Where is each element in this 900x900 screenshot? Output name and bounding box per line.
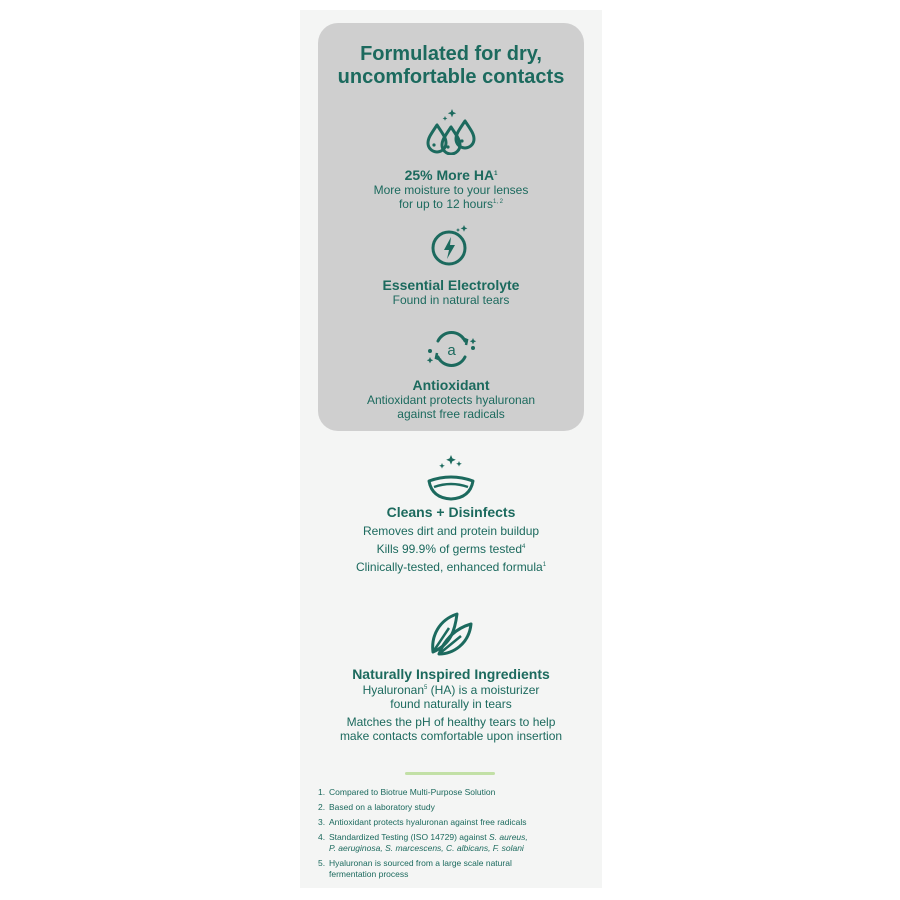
natural-line-3: Matches the pH of healthy tears to help: [346, 715, 556, 729]
natural-line-1: [300, 683, 602, 697]
antioxidant-icon: [424, 329, 478, 369]
footnote-item: [318, 832, 599, 854]
lightning-bolt-icon: [427, 223, 475, 267]
footnote-number: 1.: [318, 787, 326, 797]
footnote-text: Based on a laboratory study: [329, 802, 435, 812]
feature-antioxidant-desc-line-1: Antioxidant protects hyaluronan: [366, 393, 536, 407]
natural-title: Naturally Inspired Ingredients: [352, 666, 550, 682]
footnote-ref: 5: [424, 685, 428, 691]
footnote-text-italic: S. aureus,: [489, 832, 528, 842]
natural-line-4: make contacts comfortable upon insertion: [339, 729, 563, 743]
natural-line-1-b: (HA) is a moisturizer: [427, 683, 540, 697]
feature-antioxidant-desc-line-2: against free radicals: [397, 407, 505, 421]
footnote-number: 5.: [318, 858, 326, 868]
cleans-title: Cleans + Disinfects: [386, 504, 516, 520]
product-info-panel: [300, 10, 602, 888]
feature-cleans-disinfects: [300, 455, 602, 575]
footnote-text: Hyaluronan is sourced from a large scale natural: [329, 858, 512, 868]
feature-antioxidant: [318, 329, 584, 421]
footnote-number: 2.: [318, 802, 326, 812]
footnote-item: [318, 787, 599, 798]
feature-more-ha-desc-line-2: for up to 12 hours: [398, 197, 494, 211]
footnote-ref: 4: [522, 544, 526, 550]
footnote-number: 4.: [318, 832, 326, 842]
footnote-text: Compared to Biotrue Multi-Purpose Solution: [329, 787, 496, 797]
footnote-text-italic: P. aeruginosa, S. marcescens, C. albicans, F. solani: [329, 843, 524, 853]
feature-electrolyte: [318, 223, 584, 307]
headline-line-1: Formulated for dry,: [360, 43, 542, 65]
feature-antioxidant-desc: [318, 393, 584, 421]
divider: [405, 772, 495, 775]
cleans-line-3: [300, 560, 602, 575]
footnote-ref: 1: [542, 562, 547, 568]
footnote-ref: 1: [494, 171, 498, 177]
leaves-icon: [427, 608, 475, 658]
water-drops-icon: [421, 107, 481, 155]
cleans-line-1: Removes dirt and protein buildup: [362, 524, 540, 538]
footnote-item: [318, 802, 599, 813]
natural-line-1-a: Hyaluronan: [362, 683, 424, 697]
footnote-item: [318, 858, 599, 880]
cleans-line-3-text: Clinically-tested, enhanced formula: [355, 560, 543, 574]
feature-more-ha-title-text: 25% More HA: [404, 167, 495, 183]
contact-lens-sparkle-icon: [426, 455, 476, 501]
headline-line-2: uncomfortable contacts: [337, 66, 565, 88]
feature-more-ha-title: [318, 167, 584, 183]
cleans-line-2: [300, 542, 602, 557]
footnote-ref: 1, 2: [493, 199, 504, 205]
feature-more-ha-desc-line-1: More moisture to your lenses: [373, 183, 529, 197]
feature-electrolyte-desc: Found in natural tears: [392, 293, 510, 307]
footnote-number: 3.: [318, 817, 326, 827]
feature-electrolyte-title: Essential Electrolyte: [382, 277, 520, 293]
footnote-text: Antioxidant protects hyaluronan against free radicals: [329, 817, 527, 827]
cleans-line-2-text: Kills 99.9% of germs tested: [376, 542, 523, 556]
feature-antioxidant-title: Antioxidant: [412, 377, 490, 393]
footnote-text: fermentation process: [329, 869, 409, 879]
footnote-item: [318, 817, 599, 828]
antioxidant-icon-letter: a: [447, 342, 456, 359]
headline: [318, 43, 584, 89]
natural-line-2: found naturally in tears: [390, 697, 512, 711]
footnotes-list: [318, 787, 599, 884]
footnote-text: Standardized Testing (ISO 14729) against: [329, 832, 490, 842]
benefits-card: [318, 23, 584, 431]
feature-natural-ingredients: [300, 608, 602, 743]
feature-more-ha-desc: [318, 183, 584, 211]
feature-more-ha: [318, 107, 584, 211]
